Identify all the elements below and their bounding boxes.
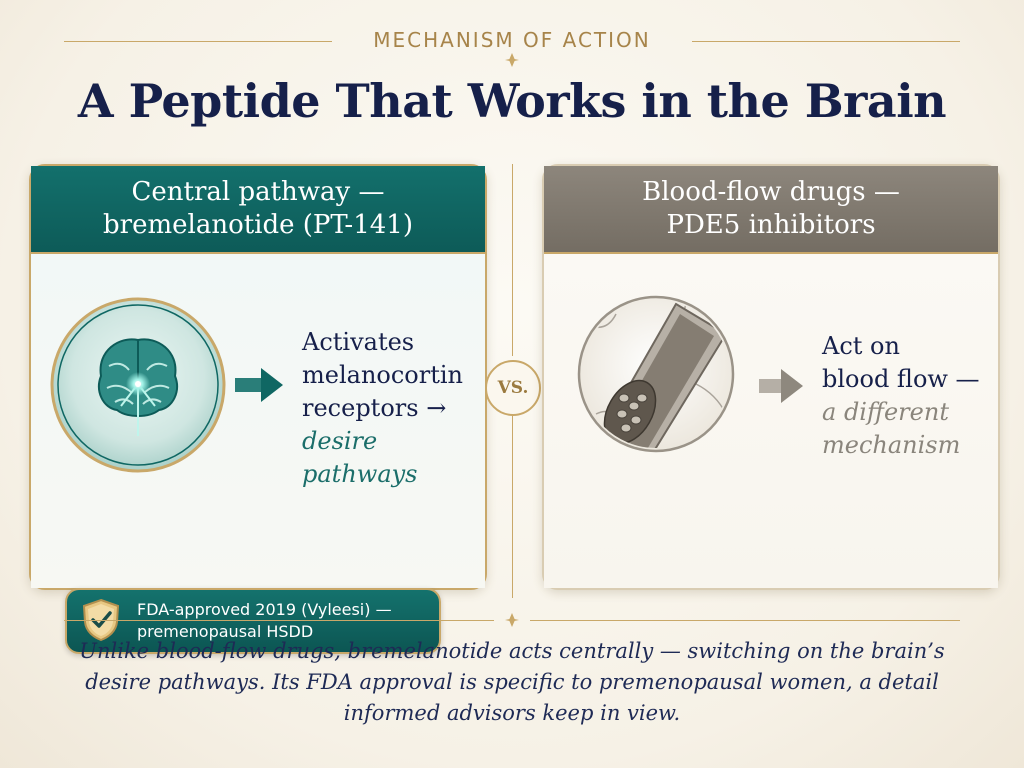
- brain-icon: [49, 296, 227, 474]
- desc-line2: melanocortin: [302, 361, 463, 389]
- desc-line4: desire pathways: [302, 427, 418, 488]
- summary-caption: [40, 636, 984, 729]
- blood-flow-card: [542, 164, 1000, 590]
- desc-line1: Activates: [302, 328, 415, 356]
- fda-line2: premenopausal HSDD: [137, 622, 314, 641]
- diamond-ornament-top: [505, 53, 519, 67]
- blood-flow-title-line2: PDE5 inhibitors: [666, 210, 876, 240]
- page-title: A Peptide That Works in the Brain: [77, 74, 947, 128]
- desc-line4: mechanism: [822, 431, 961, 459]
- fda-line1: FDA-approved 2019 (Vyleesi) —: [137, 600, 392, 619]
- bottom-rule-right: [530, 620, 960, 621]
- central-pathway-title-line2: bremelanotide (PT-141): [103, 210, 413, 240]
- arrow-right-grey-icon: [759, 368, 805, 404]
- blood-flow-body: [544, 254, 998, 588]
- caption-line1: Unlike blood-flow drugs, bremelanotide acts centrally — switching on the brain’s: [79, 639, 945, 663]
- desc-line3: receptors →: [302, 394, 447, 422]
- diamond-ornament-bottom: [505, 613, 519, 627]
- blood-flow-header: [544, 166, 998, 254]
- arrow-right-icon: [235, 366, 285, 404]
- central-pathway-body: [31, 254, 485, 641]
- desc-line2: blood flow —: [822, 365, 980, 393]
- caption-line2: desire pathways. Its FDA approval is specific to premenopausal women, a detail: [85, 670, 939, 694]
- bottom-rule-left: [64, 620, 494, 621]
- blood-vessel-icon: [576, 294, 736, 454]
- divider-line-bottom: [512, 416, 513, 598]
- vs-badge: VS.: [485, 360, 541, 416]
- blood-flow-title-line1: Blood-flow drugs —: [642, 177, 900, 207]
- divider-line-top: [512, 164, 513, 356]
- central-pathway-description: [302, 326, 485, 491]
- central-pathway-card: [29, 164, 487, 641]
- blood-flow-description: [822, 330, 980, 462]
- central-pathway-title-line1: Central pathway —: [131, 177, 385, 207]
- desc-line1: Act on: [822, 332, 900, 360]
- central-pathway-header: [31, 166, 485, 254]
- desc-line3: a different: [822, 398, 949, 426]
- eyebrow-label: MECHANISM OF ACTION: [373, 28, 651, 52]
- caption-line3: informed advisors keep in view.: [343, 701, 681, 725]
